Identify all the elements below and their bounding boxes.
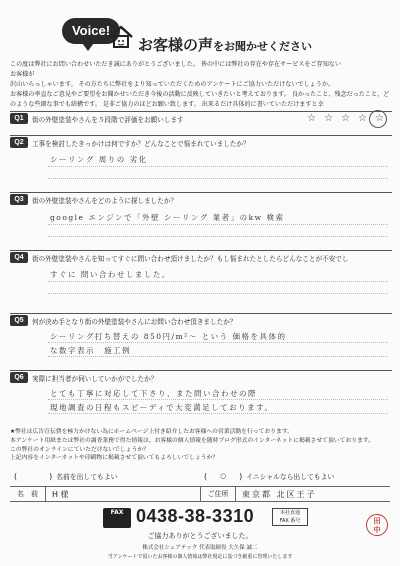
answer-text: google エンジンで「外壁 シーリング 業者」のkw 検索 [50,213,285,222]
question-text: 工事を検討したきっかけは何ですか？どんなことで悩まれていましたか？ [32,139,250,148]
question-text: 街の外壁塗装やさんをどのように探しましたか？ [32,196,178,205]
star-icon[interactable]: ☆ [324,113,334,124]
fax-row [10,506,390,528]
note-line: 上記内容をインターネットや印刷物に掲載させて頂いてもよろしいでしょうか？ [10,455,219,462]
question-text: 街の外壁塗装やさんを５段階で評価をお願いします [32,115,184,124]
intro-line: お客様が [10,71,35,78]
answer-text: な数字表示 施工例 [50,346,131,355]
intro-line: この度は弊社にお問い合わせいただき誠にありがとうございました。 皆の中には弊社の存在や存在サービスをご存知ない [10,61,341,68]
open-bracket: ( [204,471,208,481]
question-3 [10,192,392,242]
answer-line [48,399,388,400]
name-label: 名 前 [10,486,46,502]
footer-note: 当アンケートで頂いたお客様の個人情報は弊社規定に基づき厳重に管理いたします [107,554,293,560]
question-2 [10,135,392,182]
question-text: 何が決め手となり街の外壁塗装やさんにお問い合わせ頂きましたか？ [32,317,237,326]
page-title [138,34,312,55]
question-text: 実際に担当者が伺いしていかがでしたか？ [32,374,158,383]
note-line: 本アンケート用紙または弊社の調査業務で得た情報は、お客様の個人情報を随時ブログ形式のインターネットに掲載させて頂いております。 [10,437,374,444]
question-number: Q2 [10,137,28,148]
answer-line [48,178,388,179]
question-text: 街の外壁塗装やさんを知ってすぐに問い合わせ頂けましたか？もし悩まれたとしたらどんなことが不安でし [32,254,349,263]
selected-circle-icon[interactable]: ○ [220,472,227,480]
fax-icon [103,508,131,528]
answer-line [48,224,388,225]
intro-text [10,60,390,110]
title-main: お客様の声 [138,36,214,54]
close-bracket: ) [49,471,53,481]
open-bracket: ( [14,471,18,481]
name-address-row [10,486,390,502]
answer-line [48,293,388,294]
close-bracket: ) [239,471,243,481]
answer-text: すぐに 問い合わせしました。 [50,270,171,279]
house-icon [108,25,134,49]
notes [10,428,390,463]
rating-stars[interactable] [307,113,384,124]
title-sub: をお聞かせください [213,40,313,53]
question-4 [10,250,392,308]
intro-line: お客様の率直なご意見やご要望をお聞かせいただき今後の活動に反映していきたいと考えております。 良かったこと、残念だったこと、ど [10,91,390,98]
thanks-text: ご協力ありがとうございました。 [147,532,253,540]
consent-option-name[interactable] [10,471,200,481]
fax-number: 0438-38-3310 [136,506,255,526]
star-icon[interactable]: ☆ [307,113,317,124]
question-number: Q4 [10,252,28,263]
note-line: ★弊社は広告宣伝費を極力かけない為にホームページ上付き紹介したお客様への営業活動を行っております。 [10,429,293,435]
name-value[interactable]: H 様 [52,489,69,499]
question-5 [10,313,392,368]
intro-line: 沢山いらっしゃいます。 その方たちに弊社をより知っていただくためのアンケートにご協力いただけないでしょうか。 [10,81,335,88]
question-number: Q6 [10,372,28,383]
answer-text: シーリング 周りの 劣化 [50,155,148,164]
star-icon[interactable]: ☆ [341,113,351,124]
intro-line: のような些細な事でも結構です。 是非ご協力のほどお願い致します。 出来るだけ具体的に書いていただけますと幸 [10,101,324,108]
answer-line [48,356,388,357]
selected-circle [369,110,387,128]
question-number: Q1 [10,113,28,124]
fax-tag-line: 本社直通 [279,510,300,516]
address-value[interactable]: 東京都 北区王子 [242,489,317,499]
consent-option-label: 名前を出してもよい [56,473,118,481]
answer-line [48,342,388,343]
question-number: Q3 [10,194,28,205]
fax-tag-line: FAX 番号 [279,518,301,524]
question-1 [10,111,392,135]
seal-stamp: 田 中 [366,514,388,536]
answer-text: 現地調査の日程もスピーディで大変満足しております。 [50,403,274,412]
voice-badge: Voice! [62,18,120,44]
answer-text: シーリング打ち替えの 850円/m²～ という 価格を具体的 [50,332,287,341]
answer-line [48,281,388,282]
consent-option-label: イニシャルなら出してもよい [246,473,335,481]
answer-line [48,413,388,414]
answer-line [48,236,388,237]
address-label: ご住所 [200,486,236,502]
question-6 [10,370,392,422]
star-icon[interactable]: ☆ [375,113,384,124]
consent-options [10,468,390,484]
question-number: Q5 [10,315,28,326]
fax-icon-label: FAX [110,509,124,516]
answer-line [48,166,388,167]
company-info: 株式会社シェアテック 代表取締役 大久保 誠二 [142,545,258,551]
star-icon[interactable]: ☆ [358,113,368,124]
consent-option-initial[interactable] [200,471,390,481]
answer-text: とても丁寧に対応して下さり、また問い合わせの際 [50,389,257,398]
header [0,0,400,58]
fax-tag [272,508,308,526]
note-line: この弊社のオンラインにていただけないでしょうか？ [10,446,149,453]
